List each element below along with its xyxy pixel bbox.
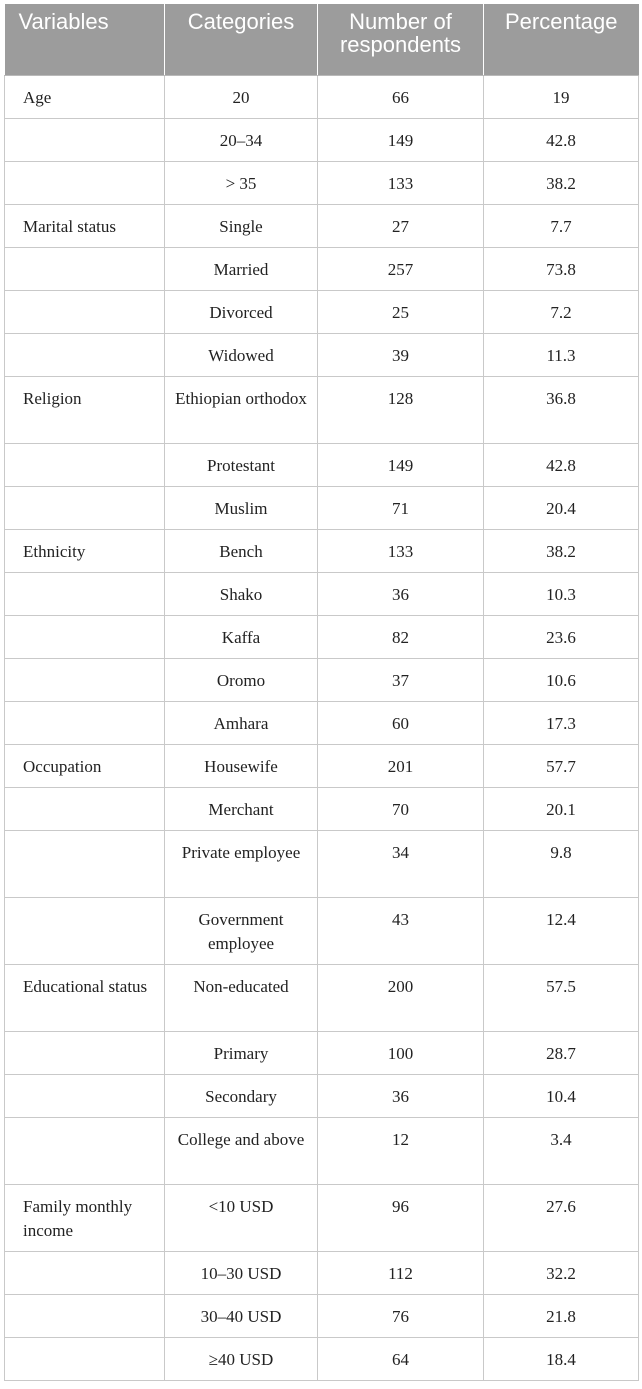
cell-number-of-respondents: 36 bbox=[318, 1074, 484, 1117]
cell-category: Shako bbox=[165, 572, 318, 615]
cell-number-of-respondents: 25 bbox=[318, 290, 484, 333]
cell-percentage: 7.2 bbox=[484, 290, 639, 333]
cell-number-of-respondents: 200 bbox=[318, 964, 484, 1031]
cell-category: Oromo bbox=[165, 658, 318, 701]
cell-variable bbox=[5, 1251, 165, 1294]
table-row bbox=[5, 290, 639, 333]
cell-category: Housewife bbox=[165, 744, 318, 787]
cell-percentage: 10.3 bbox=[484, 572, 639, 615]
cell-variable bbox=[5, 572, 165, 615]
table-row bbox=[5, 1337, 639, 1380]
cell-percentage: 27.6 bbox=[484, 1184, 639, 1251]
cell-variable bbox=[5, 658, 165, 701]
cell-category: > 35 bbox=[165, 161, 318, 204]
table-body bbox=[5, 75, 639, 1380]
cell-variable bbox=[5, 1031, 165, 1074]
cell-variable: Age bbox=[5, 75, 165, 118]
cell-variable bbox=[5, 897, 165, 964]
cell-number-of-respondents: 37 bbox=[318, 658, 484, 701]
cell-number-of-respondents: 257 bbox=[318, 247, 484, 290]
table-row bbox=[5, 964, 639, 1031]
cell-category: Merchant bbox=[165, 787, 318, 830]
cell-number-of-respondents: 39 bbox=[318, 333, 484, 376]
cell-variable bbox=[5, 787, 165, 830]
cell-percentage: 10.6 bbox=[484, 658, 639, 701]
table-row bbox=[5, 161, 639, 204]
table-row bbox=[5, 1294, 639, 1337]
cell-percentage: 42.8 bbox=[484, 443, 639, 486]
cell-percentage: 32.2 bbox=[484, 1251, 639, 1294]
cell-percentage: 11.3 bbox=[484, 333, 639, 376]
table-row bbox=[5, 830, 639, 897]
cell-number-of-respondents: 60 bbox=[318, 701, 484, 744]
cell-number-of-respondents: 12 bbox=[318, 1117, 484, 1184]
table-row bbox=[5, 1117, 639, 1184]
cell-percentage: 28.7 bbox=[484, 1031, 639, 1074]
cell-percentage: 12.4 bbox=[484, 897, 639, 964]
table-row bbox=[5, 787, 639, 830]
cell-number-of-respondents: 133 bbox=[318, 161, 484, 204]
demographics-table bbox=[4, 4, 639, 1381]
table-row bbox=[5, 486, 639, 529]
table-row bbox=[5, 1184, 639, 1251]
cell-variable: Occupation bbox=[5, 744, 165, 787]
cell-percentage: 38.2 bbox=[484, 161, 639, 204]
cell-variable bbox=[5, 486, 165, 529]
table-row bbox=[5, 376, 639, 443]
table-row bbox=[5, 658, 639, 701]
cell-category: <10 USD bbox=[165, 1184, 318, 1251]
cell-number-of-respondents: 149 bbox=[318, 443, 484, 486]
cell-variable bbox=[5, 1337, 165, 1380]
cell-number-of-respondents: 71 bbox=[318, 486, 484, 529]
cell-variable bbox=[5, 830, 165, 897]
cell-number-of-respondents: 128 bbox=[318, 376, 484, 443]
cell-variable bbox=[5, 247, 165, 290]
table-row bbox=[5, 1031, 639, 1074]
cell-category: College and above bbox=[165, 1117, 318, 1184]
table-row bbox=[5, 744, 639, 787]
cell-number-of-respondents: 34 bbox=[318, 830, 484, 897]
table-row bbox=[5, 1074, 639, 1117]
table-row bbox=[5, 118, 639, 161]
cell-variable bbox=[5, 118, 165, 161]
header-row bbox=[5, 4, 639, 75]
cell-percentage: 57.7 bbox=[484, 744, 639, 787]
cell-category: Ethiopian orthodox bbox=[165, 376, 318, 443]
cell-number-of-respondents: 66 bbox=[318, 75, 484, 118]
table-row bbox=[5, 701, 639, 744]
cell-number-of-respondents: 100 bbox=[318, 1031, 484, 1074]
cell-variable bbox=[5, 333, 165, 376]
cell-variable: Ethnicity bbox=[5, 529, 165, 572]
cell-percentage: 9.8 bbox=[484, 830, 639, 897]
cell-variable bbox=[5, 443, 165, 486]
cell-category: Kaffa bbox=[165, 615, 318, 658]
cell-category: Government employee bbox=[165, 897, 318, 964]
cell-category: Non-educated bbox=[165, 964, 318, 1031]
cell-category: Single bbox=[165, 204, 318, 247]
cell-category: Widowed bbox=[165, 333, 318, 376]
cell-category: Secondary bbox=[165, 1074, 318, 1117]
cell-number-of-respondents: 149 bbox=[318, 118, 484, 161]
cell-percentage: 19 bbox=[484, 75, 639, 118]
table-row bbox=[5, 75, 639, 118]
cell-category: Muslim bbox=[165, 486, 318, 529]
cell-variable bbox=[5, 161, 165, 204]
table-row bbox=[5, 247, 639, 290]
cell-number-of-respondents: 96 bbox=[318, 1184, 484, 1251]
cell-number-of-respondents: 201 bbox=[318, 744, 484, 787]
header-variables: Variables bbox=[5, 4, 165, 75]
cell-number-of-respondents: 27 bbox=[318, 204, 484, 247]
cell-number-of-respondents: 82 bbox=[318, 615, 484, 658]
cell-number-of-respondents: 112 bbox=[318, 1251, 484, 1294]
cell-variable bbox=[5, 701, 165, 744]
cell-number-of-respondents: 43 bbox=[318, 897, 484, 964]
cell-percentage: 10.4 bbox=[484, 1074, 639, 1117]
table-row bbox=[5, 333, 639, 376]
cell-variable bbox=[5, 1117, 165, 1184]
cell-percentage: 21.8 bbox=[484, 1294, 639, 1337]
table-row bbox=[5, 572, 639, 615]
cell-variable bbox=[5, 290, 165, 333]
cell-percentage: 57.5 bbox=[484, 964, 639, 1031]
cell-category: 20–34 bbox=[165, 118, 318, 161]
table-row bbox=[5, 897, 639, 964]
cell-category: Divorced bbox=[165, 290, 318, 333]
cell-category: 30–40 USD bbox=[165, 1294, 318, 1337]
cell-category: Married bbox=[165, 247, 318, 290]
header-percentage: Percentage bbox=[484, 4, 639, 75]
cell-percentage: 42.8 bbox=[484, 118, 639, 161]
cell-category: 10–30 USD bbox=[165, 1251, 318, 1294]
table-row bbox=[5, 529, 639, 572]
cell-variable: Educational status bbox=[5, 964, 165, 1031]
cell-number-of-respondents: 76 bbox=[318, 1294, 484, 1337]
cell-variable: Family monthly income bbox=[5, 1184, 165, 1251]
cell-percentage: 73.8 bbox=[484, 247, 639, 290]
cell-percentage: 7.7 bbox=[484, 204, 639, 247]
cell-percentage: 20.1 bbox=[484, 787, 639, 830]
cell-number-of-respondents: 133 bbox=[318, 529, 484, 572]
cell-category: Primary bbox=[165, 1031, 318, 1074]
cell-percentage: 38.2 bbox=[484, 529, 639, 572]
cell-category: Bench bbox=[165, 529, 318, 572]
cell-number-of-respondents: 70 bbox=[318, 787, 484, 830]
table-header bbox=[5, 4, 639, 75]
cell-category: Protestant bbox=[165, 443, 318, 486]
cell-category: Private employee bbox=[165, 830, 318, 897]
cell-category: ≥40 USD bbox=[165, 1337, 318, 1380]
header-number-of-respondents: Number of respondents bbox=[318, 4, 484, 75]
cell-percentage: 17.3 bbox=[484, 701, 639, 744]
cell-variable bbox=[5, 1294, 165, 1337]
cell-percentage: 23.6 bbox=[484, 615, 639, 658]
cell-percentage: 3.4 bbox=[484, 1117, 639, 1184]
table-row bbox=[5, 443, 639, 486]
table-row bbox=[5, 615, 639, 658]
cell-percentage: 18.4 bbox=[484, 1337, 639, 1380]
cell-percentage: 36.8 bbox=[484, 376, 639, 443]
cell-variable: Religion bbox=[5, 376, 165, 443]
cell-category: Amhara bbox=[165, 701, 318, 744]
cell-number-of-respondents: 36 bbox=[318, 572, 484, 615]
cell-variable bbox=[5, 1074, 165, 1117]
cell-category: 20 bbox=[165, 75, 318, 118]
cell-percentage: 20.4 bbox=[484, 486, 639, 529]
cell-variable bbox=[5, 615, 165, 658]
table-row bbox=[5, 204, 639, 247]
header-categories: Categories bbox=[165, 4, 318, 75]
table-row bbox=[5, 1251, 639, 1294]
cell-number-of-respondents: 64 bbox=[318, 1337, 484, 1380]
cell-variable: Marital status bbox=[5, 204, 165, 247]
